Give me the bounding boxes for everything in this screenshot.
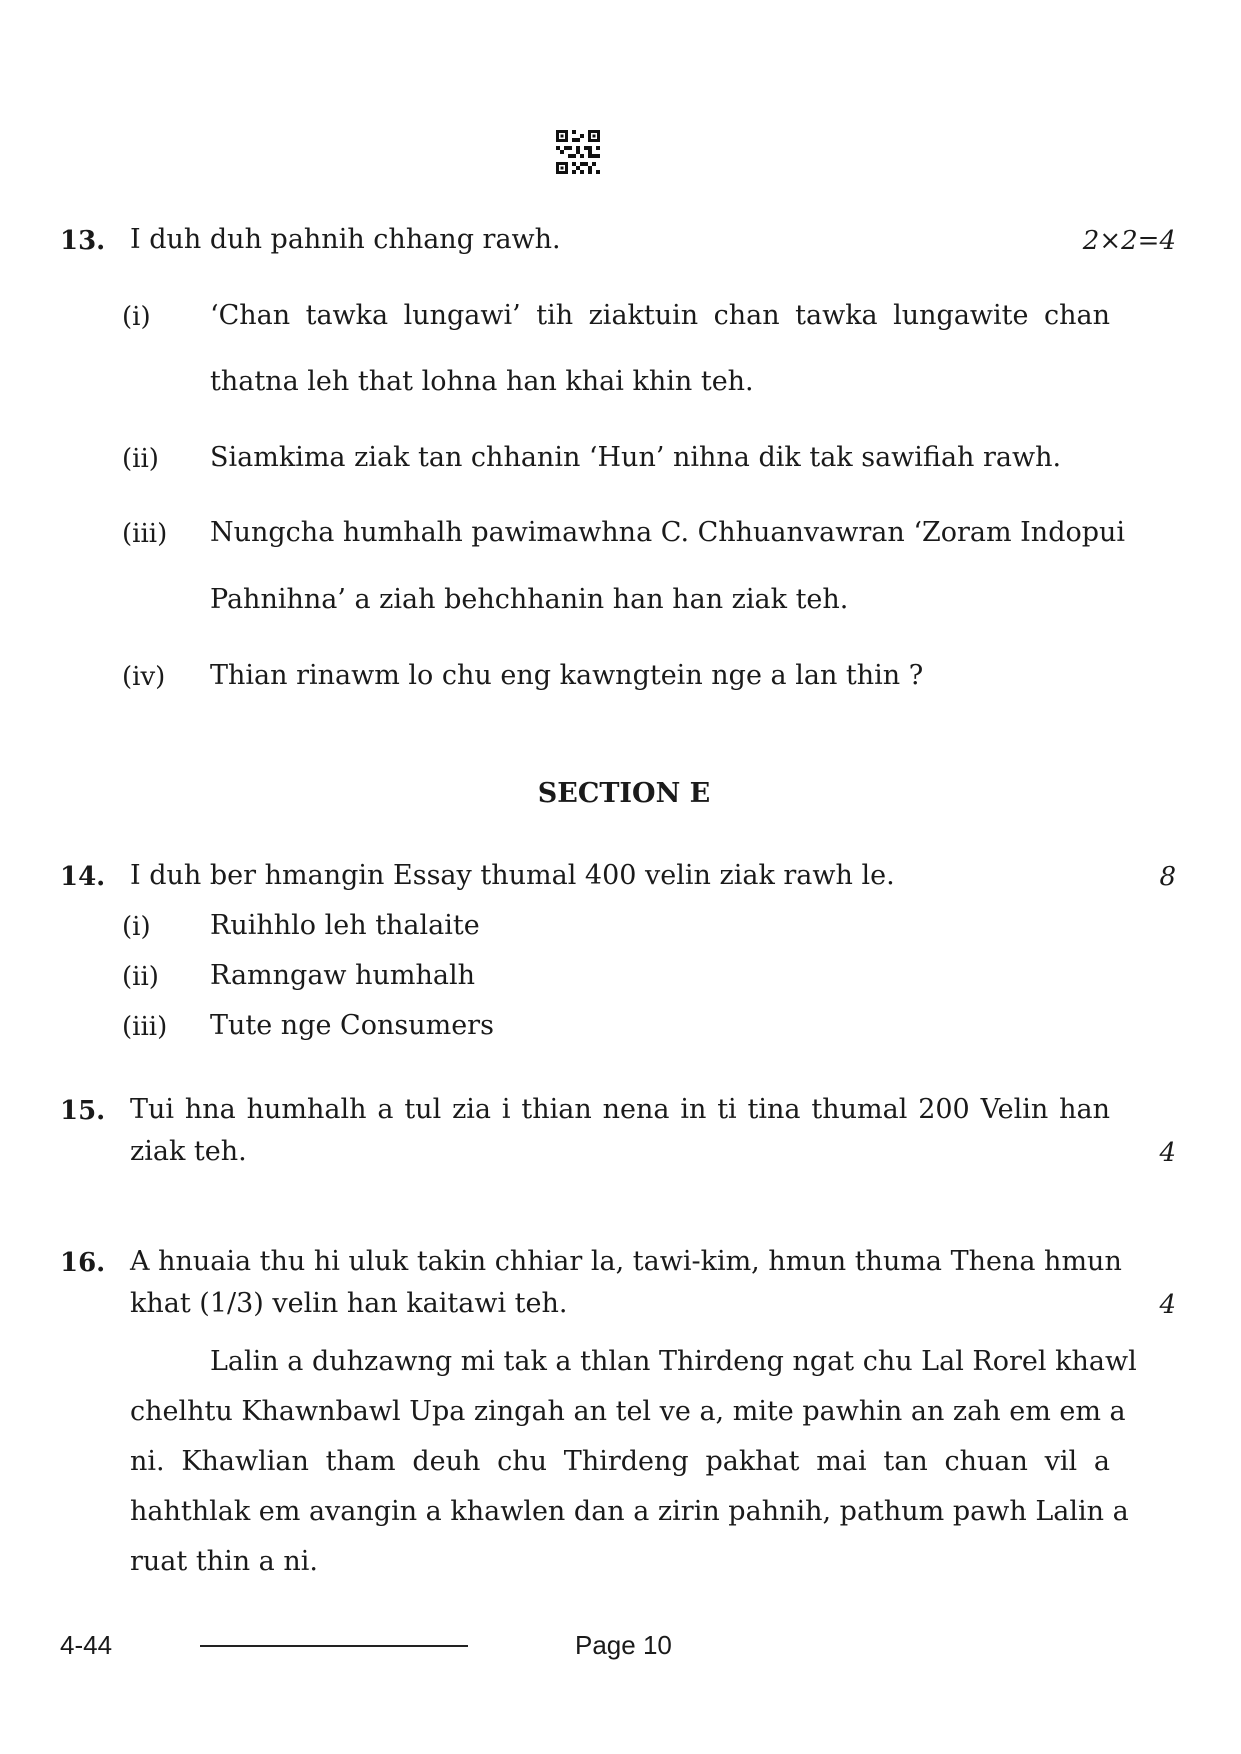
passage-line-1: Lalin a duhzawng mi tak a thlan Thirdeng ngat chu Lal Rorel khawl — [210, 1346, 1137, 1377]
q13-item-ii-label: (ii) — [122, 444, 159, 474]
q13-item-i-line1: ‘Chan tawka lungawi’ tih ziaktuin chan tawka lungawite chan — [210, 300, 1110, 331]
question-16-marks: 4 — [1159, 1290, 1176, 1320]
question-16-line2: khat (1/3) velin han kaitawi teh. — [130, 1288, 568, 1319]
section-title: SECTION E — [537, 778, 711, 809]
q13-item-ii-line1: Siamkima ziak tan chhanin ‘Hun’ nihna dik tak sawifiah rawh. — [210, 442, 1062, 473]
passage-line-3: ni. Khawlian tham deuh chu Thirdeng pakhat mai tan chuan vil a — [130, 1446, 1110, 1477]
q13-item-i-line2: thatna leh that lohna han khai khin teh. — [210, 366, 754, 397]
question-15-marks: 4 — [1159, 1138, 1176, 1168]
q14-item-i-text: Ruihhlo leh thalaite — [210, 910, 480, 941]
q13-item-iii-line2: Pahnihna’ a ziah behchhanin han han ziak teh. — [210, 584, 849, 615]
question-15-line2: ziak teh. — [130, 1136, 247, 1167]
qr-code — [556, 130, 600, 174]
q14-item-ii-text: Ramngaw humhalh — [210, 960, 476, 991]
footer-divider — [200, 1645, 468, 1647]
question-13-number: 13. — [60, 226, 106, 256]
question-16-line1: A hnuaia thu hi uluk takin chhiar la, tawi-kim, hmun thuma Thena hmun — [130, 1246, 1122, 1277]
passage-line-4: hahthlak em avangin a khawlen dan a zirin pahnih, pathum pawh Lalin a — [130, 1496, 1129, 1527]
page-number: Page 10 — [575, 1630, 672, 1660]
passage-line-2: chelhtu Khawnbawl Upa zingah an tel ve a, mite pawhin an zah em em a — [130, 1396, 1126, 1427]
paper-code: 4-44 — [60, 1630, 113, 1660]
question-15-line1: Tui hna humhalh a tul zia i thian nena in ti tina thumal 200 Velin han — [130, 1094, 1110, 1125]
q13-item-iv-label: (iv) — [122, 662, 166, 692]
q14-item-ii-label: (ii) — [122, 962, 159, 992]
q13-item-iii-label: (iii) — [122, 519, 168, 549]
q13-item-i-label: (i) — [122, 302, 151, 332]
question-14-prompt: I duh ber hmangin Essay thumal 400 velin ziak rawh le. — [130, 860, 895, 891]
question-13-marks: 2×2=4 — [1082, 226, 1176, 256]
q13-item-iii-line1: Nungcha humhalh pawimawhna C. Chhuanvawran ‘Zoram Indopui — [210, 517, 1126, 548]
q14-item-iii-text: Tute nge Consumers — [210, 1010, 494, 1041]
q14-item-iii-label: (iii) — [122, 1012, 168, 1042]
question-16-number: 16. — [60, 1248, 106, 1278]
q13-item-iv-line1: Thian rinawm lo chu eng kawngtein nge a lan thin ? — [210, 660, 924, 691]
question-15-number: 15. — [60, 1096, 106, 1126]
passage-line-5: ruat thin a ni. — [130, 1546, 318, 1577]
question-13-prompt: I duh duh pahnih chhang rawh. — [130, 224, 561, 255]
question-14-marks: 8 — [1159, 862, 1176, 892]
question-14-number: 14. — [60, 862, 106, 892]
q14-item-i-label: (i) — [122, 912, 151, 942]
